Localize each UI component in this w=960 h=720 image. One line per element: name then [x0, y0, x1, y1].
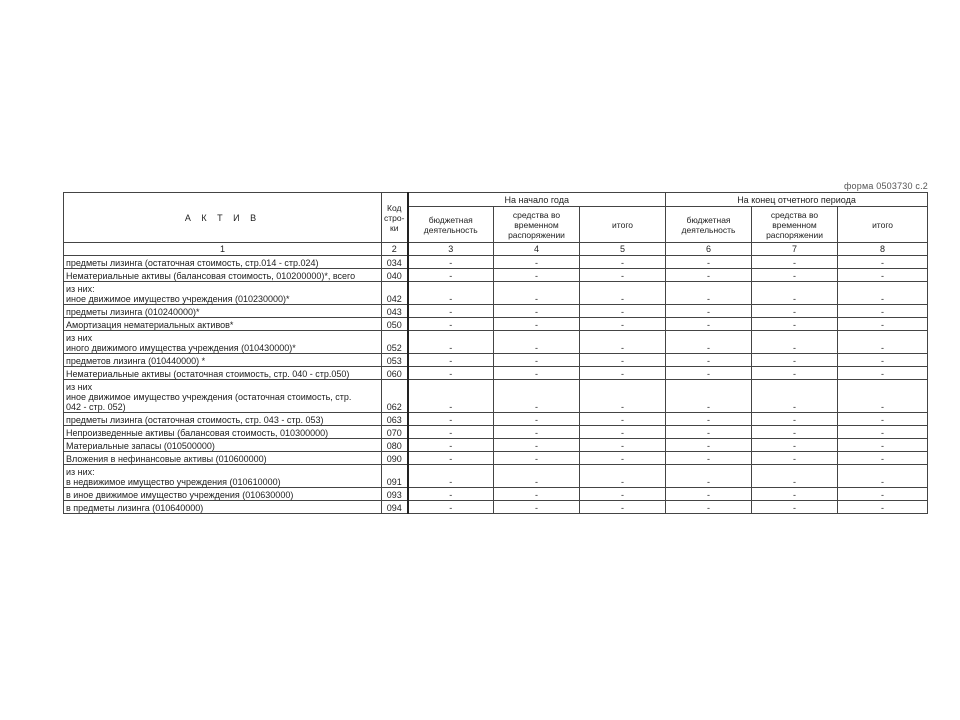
row-value: - — [494, 426, 580, 439]
row-label-line: из них: — [66, 284, 95, 294]
row-value: - — [408, 282, 494, 305]
row-value: - — [666, 331, 752, 354]
row-label — [64, 331, 382, 354]
balance-table — [63, 192, 928, 514]
row-label — [64, 439, 382, 452]
table-row — [64, 426, 928, 439]
row-value: - — [494, 488, 580, 501]
row-value: - — [408, 488, 494, 501]
row-value: - — [408, 452, 494, 465]
table-row — [64, 452, 928, 465]
row-code: 093 — [382, 488, 408, 501]
row-value: - — [838, 354, 928, 367]
row-value: - — [494, 367, 580, 380]
row-value: - — [580, 354, 666, 367]
row-code: 090 — [382, 452, 408, 465]
row-code: 053 — [382, 354, 408, 367]
row-value: - — [408, 465, 494, 488]
row-label — [64, 426, 382, 439]
column-number: 4 — [494, 243, 580, 256]
row-value: - — [752, 256, 838, 269]
row-label-line: предметы лизинга (остаточная стоимость, стр. 043 - стр. 053) — [66, 415, 324, 425]
row-code: 043 — [382, 305, 408, 318]
row-value: - — [666, 439, 752, 452]
row-value: - — [666, 501, 752, 514]
row-label — [64, 413, 382, 426]
row-value: - — [408, 318, 494, 331]
row-value: - — [838, 380, 928, 413]
row-value: - — [494, 501, 580, 514]
start-period-header: На начало года — [408, 193, 666, 207]
row-value: - — [838, 256, 928, 269]
row-label-line: предметов лизинга (010440000) * — [66, 356, 206, 366]
row-value: - — [752, 305, 838, 318]
row-value: - — [752, 354, 838, 367]
row-value: - — [666, 465, 752, 488]
aktiv-header: А К Т И В — [64, 193, 382, 243]
row-value: - — [752, 439, 838, 452]
row-value: - — [838, 269, 928, 282]
table-row — [64, 331, 928, 354]
row-label — [64, 501, 382, 514]
row-value: - — [838, 282, 928, 305]
row-code: 042 — [382, 282, 408, 305]
table-row — [64, 318, 928, 331]
row-label — [64, 367, 382, 380]
row-label-line: из них: — [66, 467, 95, 477]
row-label — [64, 305, 382, 318]
row-value: - — [838, 305, 928, 318]
row-value: - — [838, 501, 928, 514]
table-row — [64, 282, 928, 305]
table-row — [64, 465, 928, 488]
row-label-line: 042 - стр. 052) — [66, 402, 126, 412]
row-value: - — [666, 426, 752, 439]
row-value: - — [838, 331, 928, 354]
row-label-line: Вложения в нефинансовые активы (010600000) — [66, 454, 267, 464]
row-value: - — [838, 439, 928, 452]
row-value: - — [666, 318, 752, 331]
row-value: - — [408, 413, 494, 426]
row-value: - — [666, 354, 752, 367]
table-row — [64, 501, 928, 514]
row-value: - — [408, 426, 494, 439]
table-row — [64, 305, 928, 318]
row-value: - — [408, 256, 494, 269]
row-label-line: иное движимое имущество учреждения (остаточная стоимость, стр. — [66, 392, 352, 402]
row-label — [64, 452, 382, 465]
row-value: - — [494, 380, 580, 413]
row-label-line: в иное движимое имущество учреждения (010630000) — [66, 490, 294, 500]
row-value: - — [666, 367, 752, 380]
row-value: - — [838, 488, 928, 501]
row-label-line: в недвижимое имущество учреждения (010610000) — [66, 477, 281, 487]
row-value: - — [494, 282, 580, 305]
row-label — [64, 282, 382, 305]
row-value: - — [580, 488, 666, 501]
row-value: - — [666, 256, 752, 269]
table-row — [64, 413, 928, 426]
row-value: - — [408, 354, 494, 367]
row-value: - — [494, 413, 580, 426]
table-row — [64, 488, 928, 501]
row-value: - — [580, 465, 666, 488]
code-header: Код стро-ки — [382, 193, 408, 243]
row-label-line: Нематериальные активы (остаточная стоимость, стр. 040 - стр.050) — [66, 369, 350, 379]
row-value: - — [666, 305, 752, 318]
row-value: - — [838, 367, 928, 380]
row-label-line: Нематериальные активы (балансовая стоимость, 010200000)*, всего — [66, 271, 356, 281]
row-value: - — [666, 413, 752, 426]
row-value: - — [408, 305, 494, 318]
row-value: - — [838, 413, 928, 426]
row-value: - — [666, 380, 752, 413]
row-value: - — [752, 380, 838, 413]
column-number: 8 — [838, 243, 928, 256]
row-code: 070 — [382, 426, 408, 439]
row-label-line: иное движимое имущество учреждения (010230000)* — [66, 294, 290, 304]
row-value: - — [838, 318, 928, 331]
row-label — [64, 318, 382, 331]
row-value: - — [666, 488, 752, 501]
column-number: 7 — [752, 243, 838, 256]
row-code: 091 — [382, 465, 408, 488]
table-row — [64, 269, 928, 282]
row-value: - — [580, 282, 666, 305]
end-period-header: На конец отчетного периода — [666, 193, 928, 207]
row-label-line: в предметы лизинга (010640000) — [66, 503, 204, 513]
row-value: - — [752, 282, 838, 305]
row-code: 063 — [382, 413, 408, 426]
row-value: - — [580, 426, 666, 439]
sub-header-total-start: итого — [580, 207, 666, 243]
row-value: - — [494, 269, 580, 282]
row-value: - — [494, 331, 580, 354]
row-value: - — [752, 269, 838, 282]
sub-header-temp-start: средства во временном распоряжении — [494, 207, 580, 243]
column-number: 1 — [64, 243, 382, 256]
row-value: - — [408, 380, 494, 413]
row-value: - — [666, 452, 752, 465]
row-label — [64, 256, 382, 269]
sub-header-total-end: итого — [838, 207, 928, 243]
column-number: 5 — [580, 243, 666, 256]
column-number: 2 — [382, 243, 408, 256]
row-value: - — [494, 354, 580, 367]
row-value: - — [752, 413, 838, 426]
table-row — [64, 354, 928, 367]
row-value: - — [752, 331, 838, 354]
row-label-line: предметы лизинга (остаточная стоимость, стр.014 - стр.024) — [66, 258, 319, 268]
row-label — [64, 488, 382, 501]
row-code: 050 — [382, 318, 408, 331]
table-row — [64, 256, 928, 269]
row-label-line: Непроизведенные активы (балансовая стоимость, 010300000) — [66, 428, 329, 438]
column-number: 6 — [666, 243, 752, 256]
row-value: - — [752, 465, 838, 488]
row-value: - — [580, 318, 666, 331]
row-label-line: предметы лизинга (010240000)* — [66, 307, 200, 317]
table-row — [64, 380, 928, 413]
sub-header-budget-start: бюджетная деятельность — [408, 207, 494, 243]
row-value: - — [752, 318, 838, 331]
table-row — [64, 439, 928, 452]
row-value: - — [580, 501, 666, 514]
row-value: - — [494, 318, 580, 331]
row-value: - — [752, 367, 838, 380]
form-reference: форма 0503730 с.2 — [843, 181, 928, 191]
row-value: - — [580, 331, 666, 354]
row-code: 052 — [382, 331, 408, 354]
row-label — [64, 465, 382, 488]
row-value: - — [494, 452, 580, 465]
row-value: - — [580, 305, 666, 318]
table-row — [64, 367, 928, 380]
row-value: - — [580, 452, 666, 465]
row-value: - — [494, 305, 580, 318]
row-code: 094 — [382, 501, 408, 514]
row-value: - — [580, 367, 666, 380]
row-value: - — [752, 452, 838, 465]
row-value: - — [838, 452, 928, 465]
row-value: - — [408, 367, 494, 380]
column-number: 3 — [408, 243, 494, 256]
row-value: - — [408, 269, 494, 282]
row-value: - — [580, 413, 666, 426]
row-label-line: Материальные запасы (010500000) — [66, 441, 215, 451]
row-code: 062 — [382, 380, 408, 413]
row-label-line: Амортизация нематериальных активов* — [66, 320, 234, 330]
row-value: - — [494, 256, 580, 269]
row-value: - — [666, 269, 752, 282]
row-code: 060 — [382, 367, 408, 380]
row-label-line: иного движимого имущества учреждения (010430000)* — [66, 343, 296, 353]
row-value: - — [494, 439, 580, 452]
row-value: - — [580, 380, 666, 413]
row-value: - — [408, 501, 494, 514]
row-label — [64, 269, 382, 282]
row-value: - — [494, 465, 580, 488]
row-value: - — [838, 465, 928, 488]
row-label — [64, 380, 382, 413]
row-value: - — [752, 501, 838, 514]
row-value: - — [408, 331, 494, 354]
row-value: - — [752, 488, 838, 501]
row-value: - — [752, 426, 838, 439]
row-value: - — [580, 269, 666, 282]
sub-header-temp-end: средства во временном распоряжении — [752, 207, 838, 243]
row-code: 040 — [382, 269, 408, 282]
sub-header-budget-end: бюджетная деятельность — [666, 207, 752, 243]
row-value: - — [580, 439, 666, 452]
row-value: - — [408, 439, 494, 452]
row-value: - — [838, 426, 928, 439]
row-value: - — [580, 256, 666, 269]
row-label-line: из них — [66, 382, 93, 392]
row-value: - — [666, 282, 752, 305]
row-label-line: из них — [66, 333, 93, 343]
row-label — [64, 354, 382, 367]
row-code: 080 — [382, 439, 408, 452]
row-code: 034 — [382, 256, 408, 269]
